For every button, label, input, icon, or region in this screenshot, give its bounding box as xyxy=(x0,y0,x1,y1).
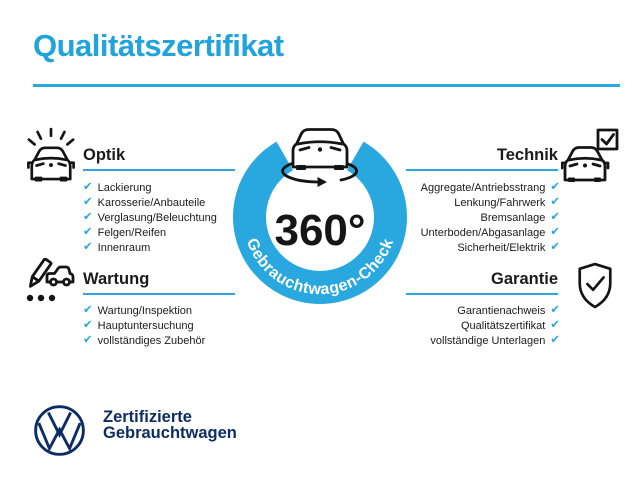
shield-check-icon xyxy=(574,261,616,311)
degree-label: 360° xyxy=(274,206,366,255)
check-icon: ✔ xyxy=(550,225,560,238)
item-label: vollständige Unterlagen xyxy=(430,334,546,347)
checklist-optik xyxy=(83,180,217,255)
item-label: Garantienachweis xyxy=(457,304,546,317)
check-icon: ✔ xyxy=(83,240,93,253)
car-rotate-icon xyxy=(293,130,347,171)
item-label: Unterboden/Abgasanlage xyxy=(420,226,546,239)
check-icon: ✔ xyxy=(83,318,93,331)
section-title-technik: Technik xyxy=(496,146,558,164)
check-icon: ✔ xyxy=(83,195,93,208)
check-icon: ✔ xyxy=(83,180,93,193)
item-label: Innenraum xyxy=(97,241,151,254)
page-title: Qualitätszertifikat xyxy=(33,28,284,63)
item-label: Wartung/Inspektion xyxy=(97,304,193,317)
check-icon: ✔ xyxy=(550,180,560,193)
item-label: Hauptuntersuchung xyxy=(97,319,194,332)
item-label: Bremsanlage xyxy=(480,211,546,224)
pencil-car-icon xyxy=(25,258,75,304)
list-item xyxy=(83,180,217,195)
brand-wordmark xyxy=(103,409,237,441)
item-label: Verglasung/Beleuchtung xyxy=(97,211,217,224)
title-divider xyxy=(33,84,620,87)
360-check-diagram xyxy=(225,115,415,315)
list-item xyxy=(83,333,205,348)
check-icon: ✔ xyxy=(83,225,93,238)
list-item xyxy=(83,303,205,318)
item-label: Aggregate/Antriebsstrang xyxy=(420,181,546,194)
check-icon: ✔ xyxy=(550,195,560,208)
item-label: Sicherheit/Elektrik xyxy=(457,241,546,254)
item-label: Lackierung xyxy=(97,181,152,194)
section-rule-garantie xyxy=(406,293,558,295)
section-title-optik: Optik xyxy=(83,146,126,164)
list-item xyxy=(83,195,217,210)
section-title-garantie: Garantie xyxy=(491,270,558,288)
list-item xyxy=(83,240,217,255)
list-item xyxy=(83,318,205,333)
check-icon: ✔ xyxy=(550,333,560,346)
check-icon: ✔ xyxy=(83,210,93,223)
list-item xyxy=(83,225,217,240)
section-rule-optik xyxy=(83,169,235,171)
car-checkbox-icon xyxy=(561,128,619,182)
section-rule-wartung xyxy=(83,293,235,295)
list-item xyxy=(360,333,560,348)
check-icon: ✔ xyxy=(83,303,93,316)
car-shine-icon xyxy=(26,127,76,183)
check-icon: ✔ xyxy=(550,210,560,223)
rotation-arrowhead xyxy=(318,177,328,187)
section-rule-technik xyxy=(406,169,558,171)
item-label: Karosserie/Anbauteile xyxy=(97,196,206,209)
ring-label: Gebrauchtwagen-Check xyxy=(242,235,398,299)
item-label: Felgen/Reifen xyxy=(97,226,167,239)
brand-line2: Gebrauchtwagen xyxy=(103,424,237,442)
item-label: Lenkung/Fahrwerk xyxy=(454,196,546,209)
section-title-wartung: Wartung xyxy=(83,270,150,288)
vw-logo xyxy=(33,404,86,457)
checklist-wartung xyxy=(83,303,205,348)
brand-line1: Zertifizierte xyxy=(103,408,192,426)
list-item xyxy=(83,210,217,225)
list-item xyxy=(360,318,560,333)
check-icon: ✔ xyxy=(83,333,93,346)
item-label: Qualitätszertifikat xyxy=(460,319,546,332)
check-icon: ✔ xyxy=(550,303,560,316)
item-label: vollständiges Zubehör xyxy=(97,334,206,347)
check-icon: ✔ xyxy=(550,240,560,253)
check-icon: ✔ xyxy=(550,318,560,331)
